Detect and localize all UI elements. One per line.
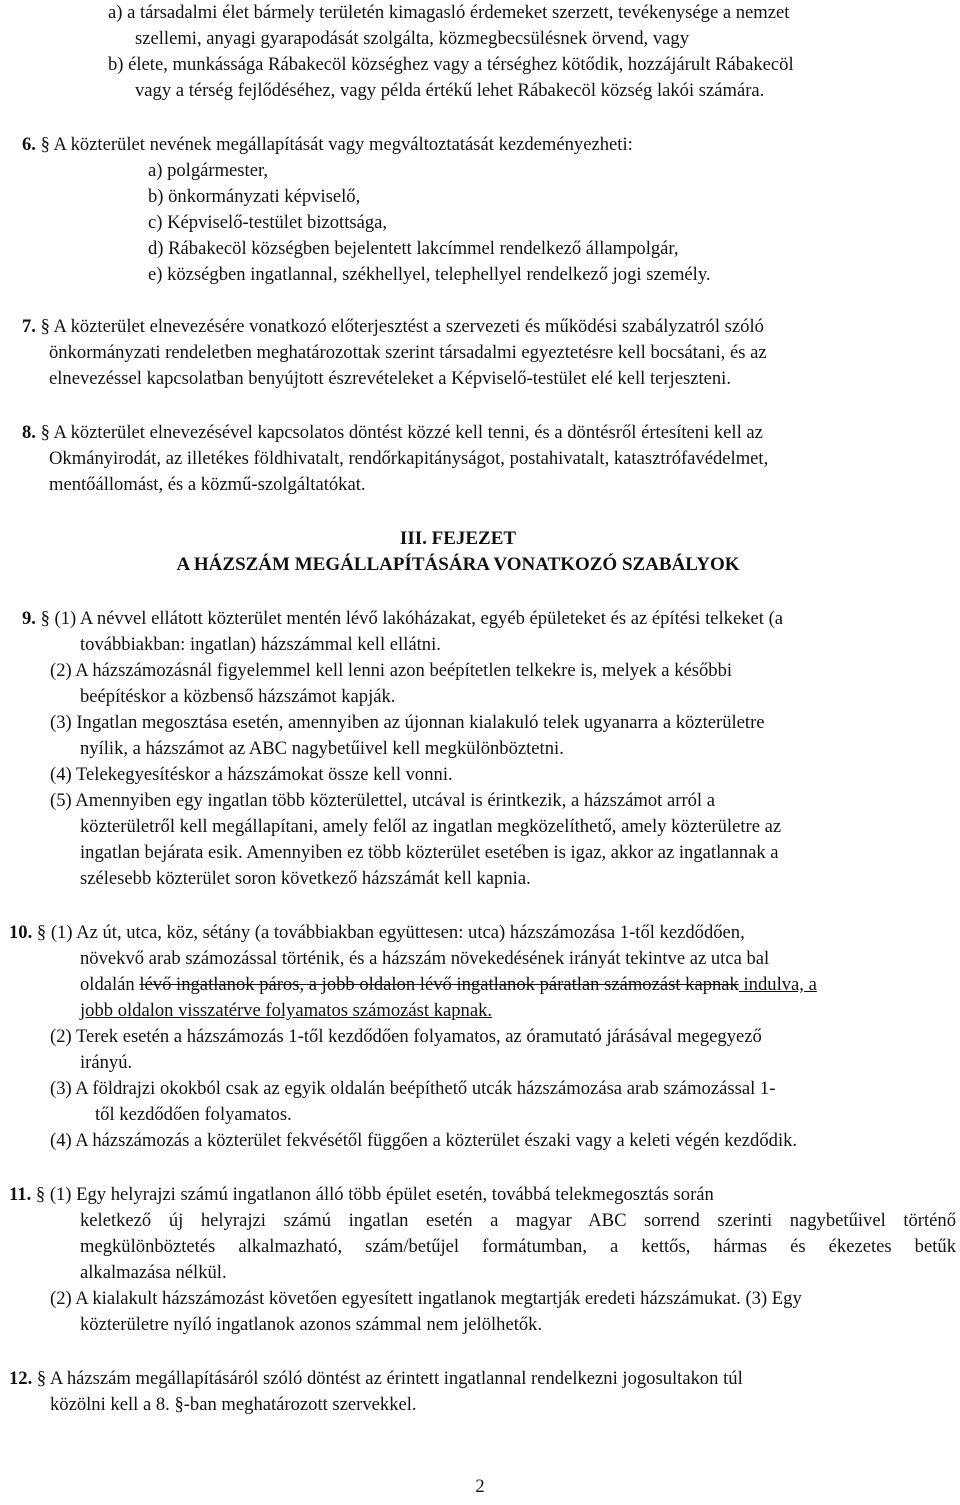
intro-line-4: vagy a térség fejlődéséhez, vagy példa értékű lehet Rábakecöl község lakói számára. — [135, 80, 765, 101]
section-symbol: § — [40, 422, 50, 443]
section-11-line-2: keletkező új helyrajzi számú ingatlan esetén a magyar ABC sorrend szerinti nagybetűivel történő — [80, 1210, 956, 1231]
section-8-line-1 — [22, 420, 763, 446]
section-7-number: 7. — [22, 316, 36, 337]
section-9-line-7: (4) Telekegyesítéskor a házszámokat össze kell vonni. — [50, 764, 453, 785]
section-9-line-9: közterületről kell megállapítani, amely felől az ingatlan megközelíthető, amely közterületre az — [80, 816, 782, 837]
section-10-number: 10. — [9, 922, 33, 943]
section-10-line-7: (3) A földrajzi okokból csak az egyik oldalán beépíthető utcák házszámozása arab számozással 1- — [50, 1078, 776, 1099]
chapter-title: III. FEJEZET — [399, 528, 517, 549]
section-10-line-3 — [80, 972, 817, 998]
section-10-text-1: (1) Az út, utca, köz, sétány (a továbbiakban együttesen: utca) házszámozása 1-től kezdődően, — [46, 922, 745, 943]
section-symbol: § — [40, 608, 50, 629]
section-10-line-4: jobb oldalon visszatérve folyamatos számozást kapnak. — [80, 1000, 493, 1021]
section-10-line-8: től kezdődően folyamatos. — [95, 1104, 292, 1125]
section-9-line-1 — [22, 606, 783, 632]
section-8-text-1: A közterület elnevezésével kapcsolatos döntést közzé kell tenni, és a döntésről értesíteni kell az — [49, 422, 763, 443]
inserted-text: indulva, a — [738, 974, 817, 995]
section-9-line-4: beépítéskor a közbenső házszámot kapják. — [80, 686, 396, 707]
section-symbol: § — [35, 1184, 46, 1205]
section-6-item-e: e) községben ingatlannal, székhellyel, telephellyel rendelkező jogi személy. — [148, 264, 711, 285]
section-6-item-b: b) önkormányzati képviselő, — [148, 186, 361, 207]
section-9-line-6: nyílik, a házszámot az ABC nagybetűivel kell megkülönböztetni. — [80, 738, 564, 759]
section-6-item-d: d) Rábakecöl községben bejelentett lakcímmel rendelkező állampolgár, — [148, 238, 679, 259]
section-10-line-2: növekvő arab számozással történik, és a házszám növekedésének irányát tekintve az utca bal — [80, 948, 770, 969]
intro-line-1: a) a társadalmi élet bármely területén kimagasló érdemeket szerzett, tevékenysége a nemzet — [108, 2, 790, 23]
section-10-text-3a: oldalán — [80, 974, 140, 995]
intro-line-2: szellemi, anyagi gyarapodását szolgálta, közmegbecsülésnek örvend, vagy — [135, 28, 689, 49]
section-6-number: 6. — [22, 134, 36, 155]
section-9-text-1: (1) A névvel ellátott közterület mentén lévő lakóházakat, egyéb épületeket és az építési telkeket (a — [49, 608, 784, 629]
chapter-subtitle: A HÁZSZÁM MEGÁLLAPÍTÁSÁRA VONATKOZÓ SZABÁLYOK — [176, 554, 740, 575]
section-9-line-10: ingatlan bejárata esik. Amennyiben ez több közterület esetében is igaz, akkor az ingatlannak a — [80, 842, 779, 863]
section-8-line-3: mentőállomást, és a közmű-szolgáltatókat. — [49, 474, 366, 495]
section-6-lead: A közterület nevének megállapítását vagy megváltoztatását kezdeményezheti: — [49, 134, 633, 155]
section-6-item-c: c) Képviselő-testület bizottsága, — [148, 212, 388, 233]
page-number: 2 — [475, 1476, 485, 1497]
section-12-number: 12. — [9, 1368, 33, 1389]
section-11-line-3: megkülönböztetés alkalmazható, szám/betűjel formátumban, a kettős, hármas és ékezetes betűk — [80, 1236, 956, 1257]
section-9-line-8: (5) Amennyiben egy ingatlan több közterülettel, utcával is érintkezik, a házszámot arról a — [50, 790, 715, 811]
section-symbol: § — [40, 316, 50, 337]
section-6-heading — [22, 132, 633, 158]
section-symbol: § — [36, 1368, 47, 1389]
section-9-line-11: szélesebb közterület soron következő házszámát kell kapnia. — [80, 868, 531, 889]
section-7-line-1 — [22, 314, 764, 340]
section-11-text-1: (1) Egy helyrajzi számú ingatlanon álló több épület esetén, továbbá telekmegosztás során — [45, 1184, 714, 1205]
section-9-line-5: (3) Ingatlan megosztása esetén, amennyiben az újonnan kialakuló telek ugyanarra a közterületre — [50, 712, 765, 733]
section-7-line-3: elnevezéssel kapcsolatban benyújtott észrevételeket a Képviselő-testület elé kell terjeszteni. — [49, 368, 731, 389]
section-11-line-4: alkalmazása nélkül. — [80, 1262, 227, 1283]
section-11-line-5: (2) A kialakult házszámozást követően egyesített ingatlanok megtartják eredeti házszámukat. (3) Egy — [50, 1288, 802, 1309]
section-9-line-2: továbbiakban: ingatlan) házszámmal kell ellátni. — [80, 634, 441, 655]
section-12-line-2: közölni kell a 8. §-ban meghatározott szervekkel. — [50, 1394, 417, 1415]
section-10-line-9: (4) A házszámozás a közterület fekvésétől függően a közterület északi vagy a keleti végén kezdődik. — [50, 1130, 798, 1151]
section-8-number: 8. — [22, 422, 36, 443]
section-symbol: § — [40, 134, 50, 155]
section-7-line-2: önkormányzati rendeletben meghatározottak szerint társadalmi egyeztetésre kell bocsátani, és az — [49, 342, 767, 363]
section-10-line-1 — [9, 920, 745, 946]
section-7-text-1: A közterület elnevezésére vonatkozó előterjesztést a szervezeti és működési szabályzatról szóló — [49, 316, 764, 337]
section-6-item-a: a) polgármester, — [148, 160, 269, 181]
deleted-text: lévő ingatlanok páros, a jobb oldalon lévő ingatlanok páratlan számozást kapnak — [139, 974, 739, 995]
section-8-line-2: Okmányirodát, az illetékes földhivatalt, rendőrkapitányságot, postahivatalt, katasztrófavédelmet, — [49, 448, 769, 469]
section-11-number: 11. — [9, 1184, 32, 1205]
section-10-line-5: (2) Terek esetén a házszámozás 1-től kezdődően folyamatos, az óramutató járásával megegyező — [50, 1026, 762, 1047]
section-9-line-3: (2) A házszámozásnál figyelemmel kell lenni azon beépítetlen telkekre is, melyek a későbbi — [50, 660, 733, 681]
section-12-line-1 — [9, 1366, 743, 1392]
section-9-number: 9. — [22, 608, 36, 629]
section-12-text-1: A házszám megállapításáról szóló döntést az érintett ingatlannal rendelkezni jogosultakon túl — [46, 1368, 743, 1389]
section-10-line-6: irányú. — [80, 1052, 133, 1073]
intro-line-3: b) élete, munkássága Rábakecöl községhez vagy a térséghez kötődik, hozzájárult Rábakecöl — [108, 54, 794, 75]
section-11-line-6: közterületre nyíló ingatlanok azonos számmal nem jelölhetők. — [80, 1314, 543, 1335]
section-symbol: § — [36, 922, 47, 943]
section-11-line-1 — [9, 1182, 714, 1208]
